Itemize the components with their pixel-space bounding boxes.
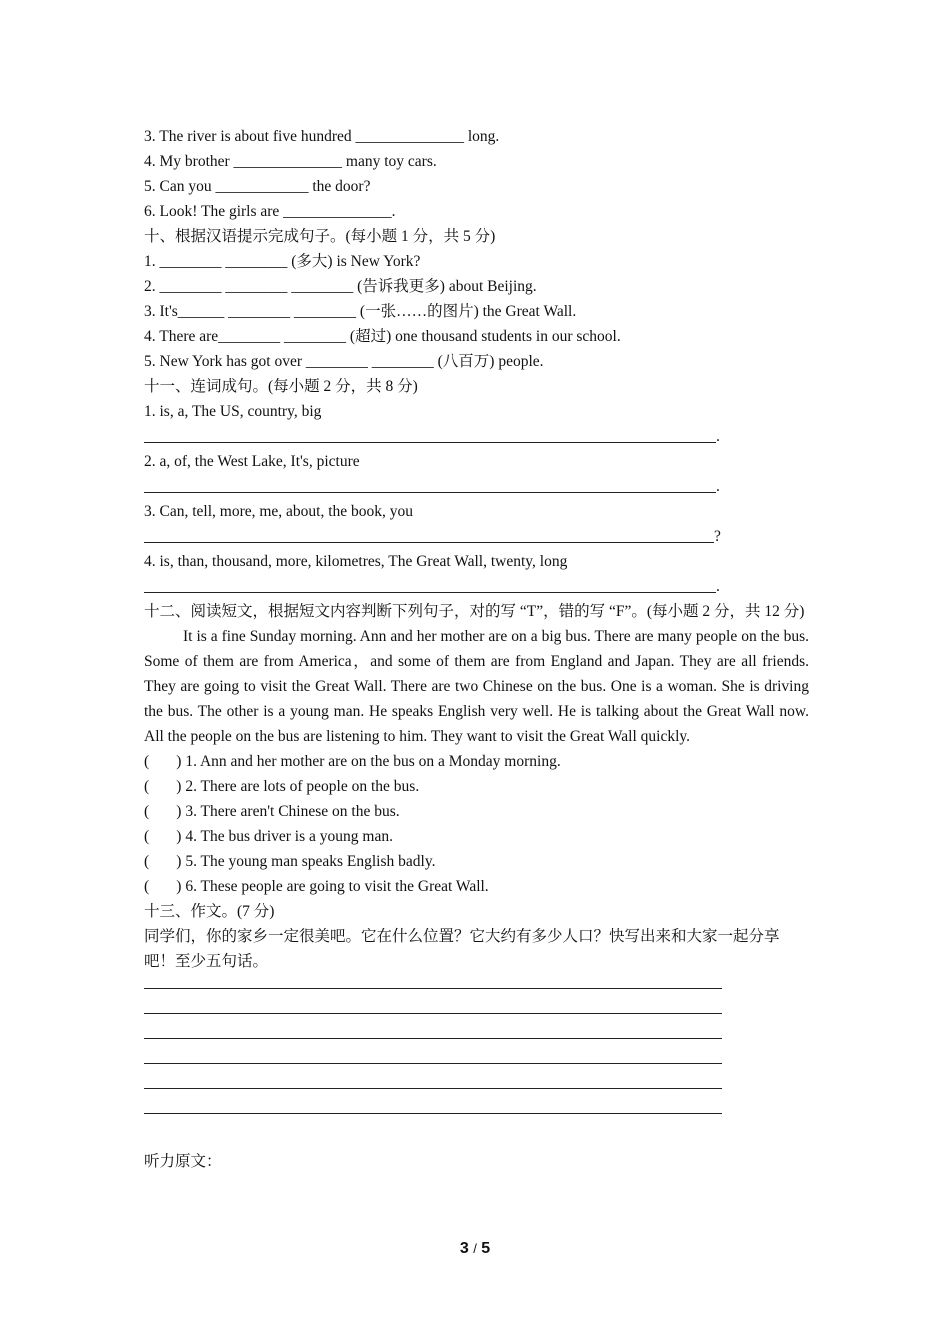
question-line: 1. ________ ________ (多大) is New York? (144, 253, 421, 270)
question-line: 5. Can you ____________ the door? (144, 178, 371, 195)
writing-line (144, 1024, 809, 1049)
judgement-item: ( ) 2. There are lots of people on the bus. (144, 778, 420, 795)
page-separator: / (473, 1241, 477, 1256)
end-punctuation: . (716, 578, 720, 595)
question-line: 4. My brother ______________ many toy cars. (144, 153, 437, 170)
word-prompt: 4. is, than, thousand, more, kilometres, The Great Wall, twenty, long (144, 553, 568, 570)
question-line: 4. There are________ ________ (超过) one thousand students in our school. (144, 328, 621, 345)
section-10-heading: 十、根据汉语提示完成句子。(每小题 1 分，共 5 分) (144, 228, 496, 245)
word-prompt: 3. Can, tell, more, me, about, the book, you (144, 503, 414, 520)
document-page (144, 124, 809, 1174)
question-line: 2. ________ ________ ________ (告诉我更多) about Beijing. (144, 278, 537, 295)
writing-line (144, 999, 809, 1024)
end-punctuation: . (716, 428, 720, 445)
end-punctuation: ? (714, 528, 721, 545)
question-line: 3. The river is about five hundred ______________ long. (144, 128, 500, 145)
composition-prompt: 同学们，你的家乡一定很美吧。它在什么位置？它大约有多少人口？快写出来和大家一起分享吧！至少五句话。 (144, 928, 780, 970)
judgement-item: ( ) 1. Ann and her mother are on the bus on a Monday morning. (144, 753, 561, 770)
writing-line (144, 974, 809, 999)
judgement-item: ( ) 4. The bus driver is a young man. (144, 828, 393, 845)
question-line: 5. New York has got over ________ ________ (八百万) people. (144, 353, 544, 370)
answer-line (144, 474, 809, 499)
page-number (0, 1240, 950, 1258)
total-pages: 5 (481, 1240, 491, 1257)
judgement-item: ( ) 6. These people are going to visit the Great Wall. (144, 878, 489, 895)
judgement-item: ( ) 3. There aren't Chinese on the bus. (144, 803, 400, 820)
word-prompt: 2. a, of, the West Lake, It's, picture (144, 453, 360, 470)
judgement-item: ( ) 5. The young man speaks English badly. (144, 853, 436, 870)
writing-line (144, 1074, 809, 1099)
question-line: 6. Look! The girls are ______________. (144, 203, 396, 220)
current-page: 3 (459, 1240, 469, 1257)
section-13-heading: 十三、作文。(7 分) (144, 903, 275, 920)
reading-passage: It is a fine Sunday morning. Ann and her mother are on a big bus. There are many people on the bus. Some of them are from America，and some of them are from England and Japan. They are all friends. They are going to visit the Great Wall. There are two Chinese on the bus. One is a woman. She is driving the bus. The other is a young man. He speaks English very well. He is talking about the Great Wall now. All the people on the bus are listening to him. They want to visit the Great Wall quickly. (144, 628, 809, 745)
section-11-heading: 十一、连词成句。(每小题 2 分，共 8 分) (144, 378, 418, 395)
answer-line (144, 574, 809, 599)
writing-line (144, 1049, 809, 1074)
answer-line (144, 424, 809, 449)
writing-line (144, 1099, 809, 1124)
end-punctuation: . (716, 478, 720, 495)
word-prompt: 1. is, a, The US, country, big (144, 403, 322, 420)
answer-line (144, 524, 809, 549)
section-12-heading: 十二、阅读短文，根据短文内容判断下列句子，对的写 “T”，错的写 “F”。(每小题 2 分，共 12 分) (144, 603, 805, 620)
listening-script-label: 听力原文： (144, 1153, 222, 1170)
question-line: 3. It's______ ________ ________ (一张……的图片) the Great Wall. (144, 303, 577, 320)
